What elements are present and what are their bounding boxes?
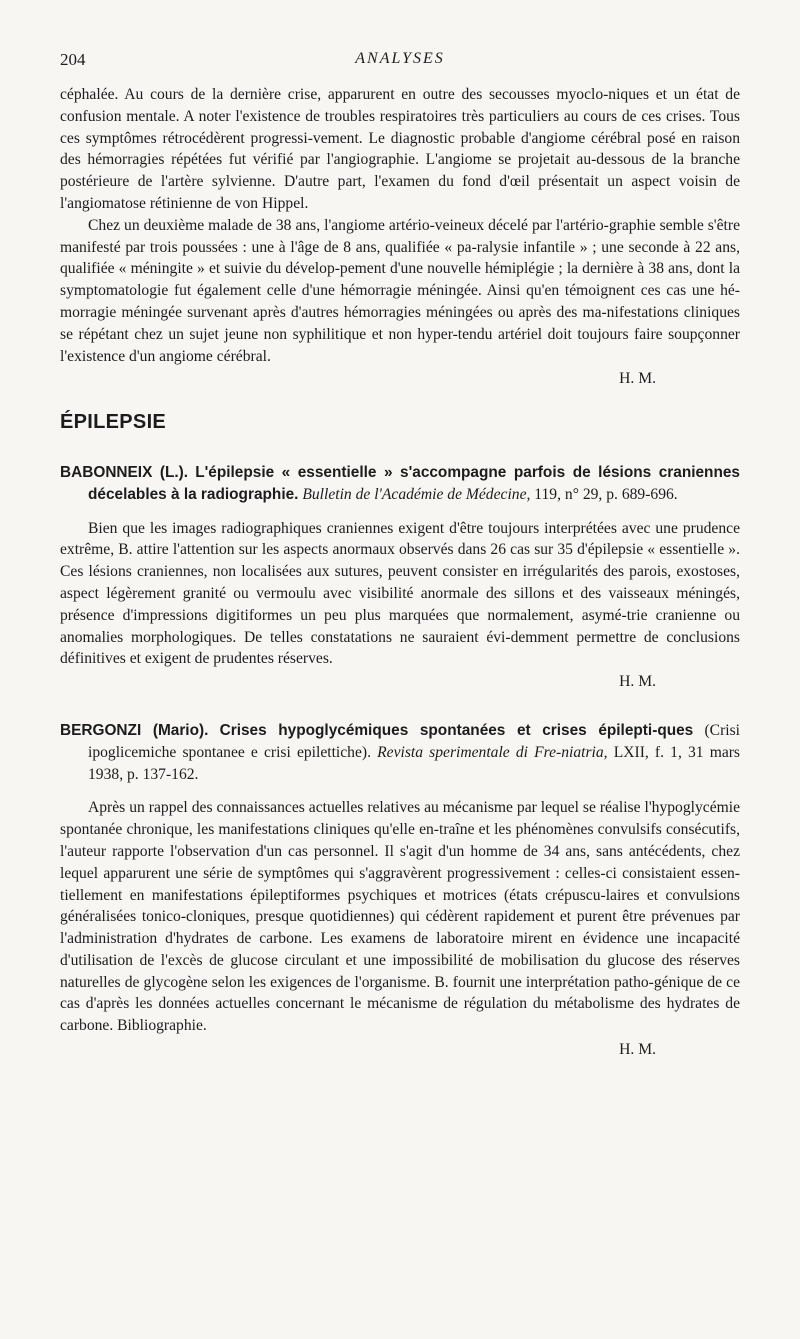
section-title: ÉPILEPSIE (60, 411, 167, 434)
page-content (60, 84, 740, 1061)
signature: H. M. (619, 370, 656, 388)
intro-paragraph: Chez un deuxième malade de 38 ans, l'angiome artério-veineux décelé par l'artério-graphie semble s'être manifesté par trois poussées : une à l'âge de 8 ans, qualifiée « pa-ralysie infantile » ; une seconde à 22 ans, qualifiée « méningite » et suivie du dévelop-pement d'une nouvelle hémiplégie ; la dernière à 38 ans, dont la symptomatologie fut également celle d'une hémorragie méningée. Ainsi qu'en témoignent ces cas une hé-morragie méningée survenant après d'autres hémorragies méningées ou après des ma-nifestations cliniques se répétant chez un sujet jeune non syphilitique et non hyper-tendu artériel doit toujours faire soupçonner l'existence d'un angiome cérébral. (60, 216, 740, 365)
entry-body: Après un rappel des connaissances actuelles relatives au mécanisme par lequel se réalise l'hypoglycémie spontanée chronique, les manifestations cliniques qu'elle en-traîne et les phénomènes convulsifs consécutifs, l'auteur rapporte l'observation d'un cas personnel. Il s'agit d'un homme de 34 ans, sans antécédents, chez lequel apparurent une série de symptômes qui s'aggravèrent progressivement : celles-ci consistaient essen-tiellement en manifestations épileptiformes psychiques et motrices (états crépuscu-laires et convulsions généralisées tonico-cloniques, presque quotidiennes) qui cédèrent rapidement et purent être prévenues par l'administration d'hydrates de carbone. Les examens de laboratoire mirent en évidence une incapacité d'utilisation de l'excès de glucose circulant et une impossibilité de mobilisation du glucose des réserves naturelles de glycogène selon les exigences de l'organisme. B. fournit une interprétation patho-génique de ce cas d'après les données actuelles concernant le mécanisme de régulation du métabolisme des hydrates de carbone. Bibliographie. (60, 799, 740, 1035)
entry-author: BERGONZI (Mario). (60, 721, 209, 739)
entry-author: BABONNEIX (L.). (60, 463, 189, 481)
running-head: ANALYSES (355, 50, 445, 67)
abstract-entry (60, 462, 740, 693)
entry-journal: Revista sperimentale di Fre-niatria, (377, 743, 608, 761)
entry-journal: Bulletin de l'Académie de Médecine, (302, 485, 531, 503)
signature: H. M. (619, 673, 656, 691)
entry-title: L'épilepsie « essentielle » s'accompagne parfois de lésions craniennes décelables à la radiographie. (88, 463, 740, 503)
page-header (60, 50, 740, 74)
abstract-entry (60, 720, 740, 1061)
entry-citation: LXII, f. 1, 31 mars 1938, p. 137-162. (88, 743, 741, 783)
entry-citation: 119, n° 29, p. 689-696. (534, 485, 678, 503)
entry-subtitle: (Crisi ipoglicemiche spontanee e crisi epilettiche). (88, 721, 740, 761)
entry-body: Bien que les images radiographiques craniennes exigent d'être toujours interprétées avec une prudence extrême, B. attire l'attention sur les aspects anormaux observés dans 26 cas sur 35 d'épilepsie « essentielle ». Ces lésions craniennes, non localisées aux sutures, peuvent consister en irrégularités des parois, exostoses, aspect légèrement granité ou vermoulu avec visibilité anormale des sillons et des vaisseaux méningés, présence d'impressions digitiformes un peu plus marquées que normalement, asymé-trie cranienne ou anomalies morphologiques. De telles constatations ne sauraient évi-demment permettre de conclusions définitives et exigent de prudentes réserves. (60, 519, 740, 668)
intro-paragraph: céphalée. Au cours de la dernière crise, apparurent en outre des secousses myoclo-niques et un état de confusion mentale. A noter l'existence de troubles respiratoires très particuliers au cours de ces crises. Tous ces symptômes rétrocédèrent progressi-vement. Le diagnostic probable d'angiome cérébral posé en raison des hémorragies répétées fut vérifié par l'angiographie. L'angiome se projetait au-dessous de la branche postérieure de l'artère sylvienne. D'autre part, l'examen du fond d'œil présentait un aspect voisin de l'angiomatose rétinienne de von Hippel. (60, 86, 740, 212)
page-number: 204 (60, 50, 86, 69)
signature: H. M. (619, 1041, 656, 1059)
entry-heading (60, 720, 740, 785)
entry-title: Crises hypoglycémiques spontanées et crises épilepti-ques (219, 721, 694, 739)
entry-heading (60, 462, 740, 506)
spacer (60, 693, 740, 720)
